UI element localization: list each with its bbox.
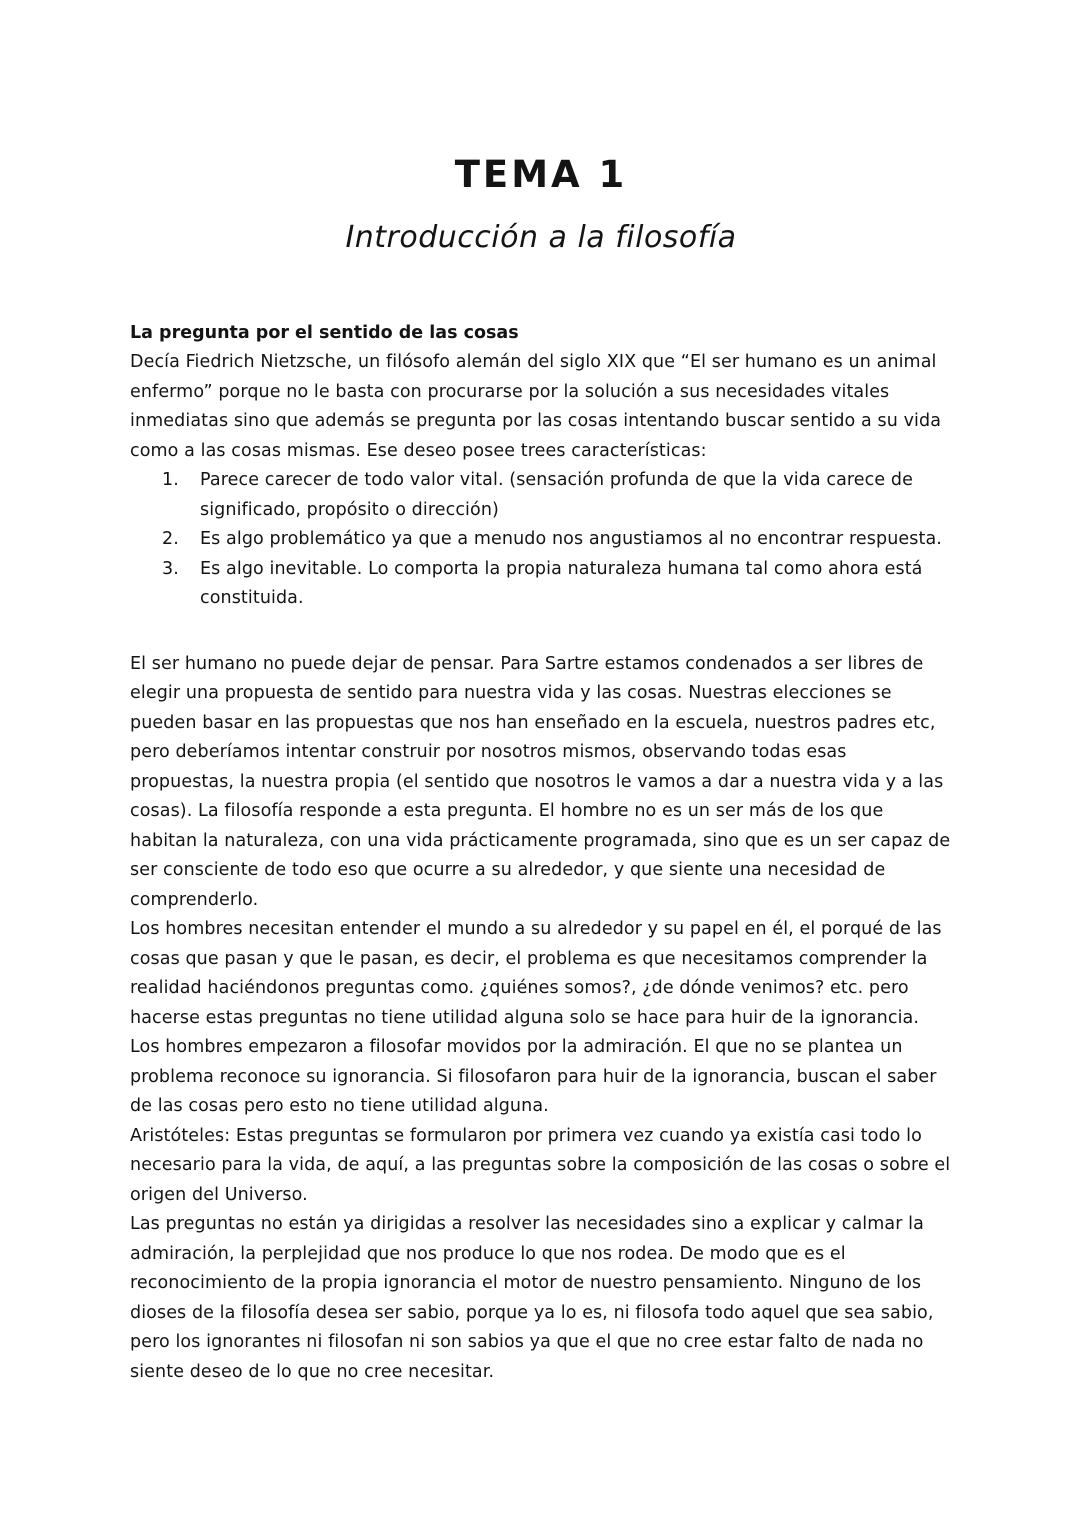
- body-paragraph: El ser humano no puede dejar de pensar. Para Sartre estamos condenados a ser libres de elegir una propuesta de sentido para nuestra vida y las cosas. Nuestras elecciones se pueden basar en las propuestas que nos han enseñado en la escuela, nuestros padres etc, pero deberíamos intentar construir por nosotros mismos, observando todas esas propuestas, la nuestra propia (el sentido que nosotros le vamos a dar a nuestra vida y a las cosas). La filosofía responde a esta pregunta. El hombre no es un ser más de los que habitan la naturaleza, con una vida prácticamente programada, sino que es un ser capaz de ser consciente de todo eso que ocurre a su alrededor, y que siente una necesidad de comprenderlo.: [130, 653, 951, 910]
- intro-paragraph: Decía Fiedrich Nietzsche, un filósofo alemán del siglo XIX que “El ser humano es un animal enfermo” porque no le basta con procurarse por la solución a sus necesidades vitales inmediatas sino que además se pregunta por las cosas intentando buscar sentido a su vida como a las cosas mismas. Ese deseo posee trees características:: [130, 352, 942, 461]
- numbered-list: [130, 466, 952, 614]
- list-item: [130, 555, 952, 614]
- body-paragraph: Aristóteles: Estas preguntas se formularon por primera vez cuando ya existía casi todo lo necesario para la vida, de aquí, a las preguntas sobre la composición de las cosas o sobre el origen del Universo.: [130, 1125, 951, 1205]
- list-marker: 2.: [162, 529, 179, 550]
- body-paragraph: Las preguntas no están ya dirigidas a resolver las necesidades sino a explicar y calmar la admiración, la perplejidad que nos produce lo que nos rodea. De modo que es el reconocimiento de la propia ignorancia el motor de nuestro pensamiento. Ninguno de los dioses de la filosofía desea ser sabio, porque ya lo es, ni filosofa todo aquel que sea sabio, pero los ignorantes ni filosofan ni son sabios ya que el que no cree estar falto de nada no siente deseo de lo que no cree necesitar.: [130, 1214, 934, 1382]
- list-text: Parece carecer de todo valor vital. (sensación profunda de que la vida carece de significado, propósito o dirección): [200, 470, 913, 520]
- list-text: Es algo inevitable. Lo comporta la propia naturaleza humana tal como ahora está constituida.: [200, 558, 923, 609]
- list-marker: 1.: [162, 470, 179, 491]
- list-text: Es algo problemático ya que a menudo nos angustiamos al no encontrar respuesta.: [200, 529, 942, 550]
- page-title: TEMA 1: [454, 152, 628, 196]
- list-item: [130, 466, 952, 525]
- section-heading: La pregunta por el sentido de las cosas: [130, 323, 519, 344]
- body-paragraph: Los hombres necesitan entender el mundo a su alrededor y su papel en él, el porqué de las cosas que pasan y que le pasan, es decir, el problema es que necesitamos comprender la realidad haciéndonos preguntas como. ¿quiénes somos?, ¿de dónde venimos? etc. pero hacerse estas preguntas no tiene utilidad alguna solo se hace para huir de la ignorancia. Los hombres empezaron a filosofar movidos por la admiración. El que no se plantea un problema reconoce su ignorancia. Si filosofaron para huir de la ignorancia, buscan el saber de las cosas pero esto no tiene utilidad alguna.: [130, 919, 942, 1117]
- list-item: [130, 525, 952, 555]
- list-marker: 3.: [162, 558, 179, 579]
- page-subtitle: Introducción a la filosofía: [345, 220, 737, 256]
